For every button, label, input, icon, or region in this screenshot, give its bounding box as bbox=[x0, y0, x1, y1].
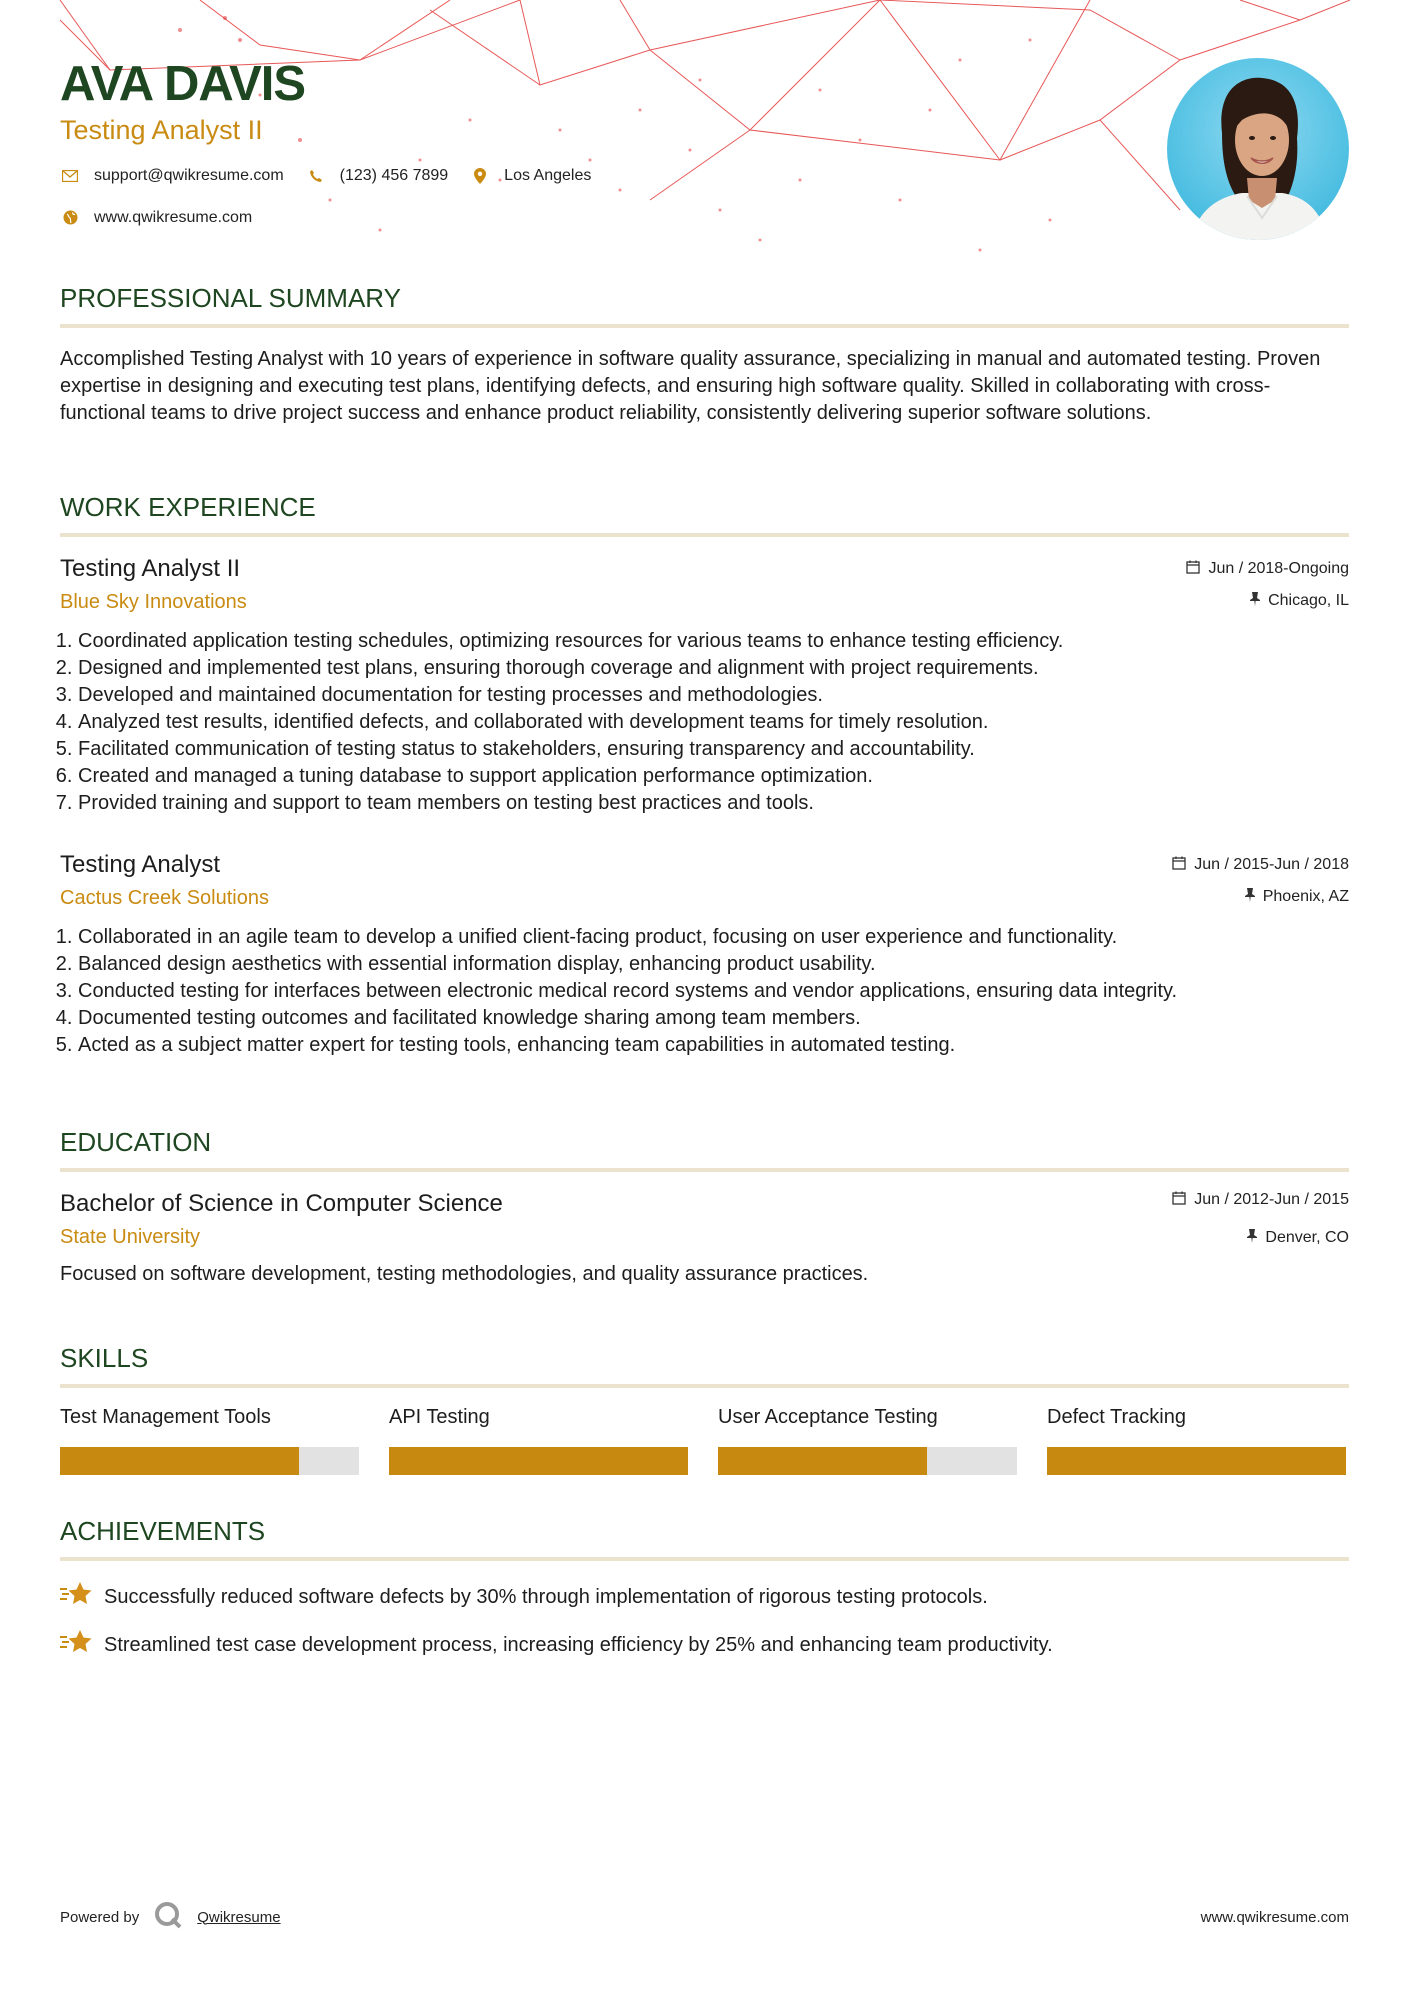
job-entry bbox=[60, 851, 1349, 1059]
skill-label: User Acceptance Testing bbox=[718, 1406, 938, 1429]
skill-item bbox=[718, 1406, 1017, 1475]
summary-text: Accomplished Testing Analyst with 10 years of experience in software quality assurance, specializing in manual and automated testing. Proven expertise in designing and executing test plans, identifying defects, and ensuring high software quality. Skilled in collaborating with cross-functional teams to drive project success and enhance product reliability, consistently delivering superior software solutions. bbox=[60, 348, 1321, 425]
skill-bar-fill bbox=[60, 1447, 299, 1475]
contact-list bbox=[60, 166, 680, 228]
qwikresume-logo-icon bbox=[153, 1900, 183, 1934]
skill-item bbox=[389, 1406, 688, 1475]
bullet-item: 6. Created and managed a tuning database to support application performance optimization. bbox=[78, 763, 1349, 790]
phone-icon bbox=[306, 166, 326, 186]
calendar-icon bbox=[1186, 560, 1200, 579]
education-entry bbox=[60, 1190, 1349, 1288]
education-heading: EDUCATION bbox=[60, 1127, 212, 1157]
job-dates: Jun / 2018-Ongoing bbox=[1208, 560, 1349, 578]
skills-heading: SKILLS bbox=[60, 1343, 149, 1373]
achievements-heading: ACHIEVEMENTS bbox=[60, 1516, 266, 1546]
skill-bar-fill bbox=[389, 1447, 688, 1475]
website-text: www.qwikresume.com bbox=[94, 208, 253, 226]
bullet-item: 3. Conducted testing for interfaces between electronic medical record systems and vendor applications, ensuring data integrity. bbox=[78, 978, 1349, 1005]
job-title: Testing Analyst II bbox=[60, 555, 241, 583]
bullet-item: 3. Developed and maintained documentation for testing processes and methodologies. bbox=[78, 682, 1349, 709]
contact-email[interactable] bbox=[60, 166, 284, 186]
resume-header bbox=[60, 55, 1160, 228]
skill-bar-fill bbox=[718, 1447, 927, 1475]
skills-list bbox=[60, 1406, 1349, 1475]
skill-bar bbox=[1047, 1447, 1346, 1475]
bullet-item: 1. Collaborated in an agile team to develop a unified client-facing product, focusing on user experience and functionality. bbox=[78, 924, 1349, 951]
job-entry bbox=[60, 555, 1349, 817]
summary-section bbox=[60, 283, 1349, 427]
star-icon bbox=[60, 1581, 92, 1613]
bullet-item: 5. Acted as a subject matter expert for testing tools, enhancing team capabilities in automated testing. bbox=[78, 1032, 1349, 1059]
skill-item bbox=[1047, 1406, 1346, 1475]
section-divider bbox=[60, 1384, 1349, 1388]
section-divider bbox=[60, 1168, 1349, 1172]
pushpin-icon bbox=[1250, 592, 1260, 611]
calendar-icon bbox=[1172, 1191, 1186, 1210]
pushpin-icon bbox=[1245, 888, 1255, 907]
education-section bbox=[60, 1127, 1349, 1288]
bullet-item: 7. Provided training and support to team members on testing best practices and tools. bbox=[78, 790, 1349, 817]
powered-by-label: Powered by bbox=[60, 1908, 140, 1926]
bullet-item: 2. Designed and implemented test plans, ensuring thorough coverage and alignment with project requirements. bbox=[78, 655, 1349, 682]
skills-section bbox=[60, 1343, 1349, 1475]
section-divider bbox=[60, 1557, 1349, 1561]
bullet-item: 4. Documented testing outcomes and facilitated knowledge sharing among team members. bbox=[78, 1005, 1349, 1032]
experience-heading: WORK EXPERIENCE bbox=[60, 492, 316, 522]
experience-section bbox=[60, 492, 1349, 1059]
job-location: Phoenix, AZ bbox=[1262, 888, 1349, 906]
job-meta bbox=[1186, 555, 1349, 611]
skill-bar bbox=[718, 1447, 1017, 1475]
education-description: Focused on software development, testing methodologies, and quality assurance practices. bbox=[60, 1263, 869, 1286]
job-location: Chicago, IL bbox=[1268, 592, 1349, 610]
skill-bar bbox=[60, 1447, 359, 1475]
education-dates: Jun / 2012-Jun / 2015 bbox=[1194, 1191, 1349, 1209]
summary-heading: PROFESSIONAL SUMMARY bbox=[60, 283, 401, 313]
achievement-text: Streamlined test case development process, increasing efficiency by 25% and enhancing team productivity. bbox=[104, 1633, 1053, 1656]
bullet-item: 4. Analyzed test results, identified defects, and collaborated with development teams for timely resolution. bbox=[78, 709, 1349, 736]
job-dates: Jun / 2015-Jun / 2018 bbox=[1194, 856, 1349, 874]
job-company: Cactus Creek Solutions bbox=[60, 887, 269, 910]
job-title: Testing Analyst bbox=[60, 851, 221, 879]
section-divider bbox=[60, 533, 1349, 537]
job-meta bbox=[1172, 851, 1349, 907]
achievement-item bbox=[60, 1581, 1349, 1613]
star-icon bbox=[60, 1629, 92, 1661]
page-footer bbox=[60, 1900, 1349, 1934]
bullet-item: 1. Coordinated application testing schedules, optimizing resources for various teams to enhance testing efficiency. bbox=[78, 628, 1349, 655]
school-name: State University bbox=[60, 1226, 201, 1249]
phone-text: (123) 456 7899 bbox=[339, 166, 449, 184]
section-divider bbox=[60, 324, 1349, 328]
globe-icon bbox=[60, 208, 80, 228]
calendar-icon bbox=[1172, 856, 1186, 875]
achievements-section bbox=[60, 1516, 1349, 1661]
skill-label: Defect Tracking bbox=[1047, 1406, 1186, 1429]
skill-bar bbox=[389, 1447, 688, 1475]
bullet-item: 2. Balanced design aesthetics with essential information display, enhancing product usability. bbox=[78, 951, 1349, 978]
job-bullets bbox=[60, 628, 1349, 817]
bullet-item: 5. Facilitated communication of testing status to stakeholders, ensuring transparency and accountability. bbox=[78, 736, 1349, 763]
brand-link[interactable]: Qwikresume bbox=[197, 1908, 281, 1926]
skill-bar-fill bbox=[1047, 1447, 1346, 1475]
job-bullets bbox=[60, 924, 1349, 1059]
achievement-text: Successfully reduced software defects by 30% through implementation of rigorous testing protocols. bbox=[104, 1585, 988, 1608]
degree-title: Bachelor of Science in Computer Science bbox=[60, 1190, 503, 1218]
profile-photo bbox=[1167, 58, 1349, 240]
skill-item bbox=[60, 1406, 359, 1475]
location-text: Los Angeles bbox=[504, 166, 592, 184]
skill-label: API Testing bbox=[389, 1406, 490, 1429]
email-text: support@qwikresume.com bbox=[94, 166, 284, 184]
contact-location bbox=[470, 166, 591, 186]
pushpin-icon bbox=[1247, 1229, 1257, 1248]
achievement-item bbox=[60, 1629, 1349, 1661]
contact-website[interactable] bbox=[60, 208, 252, 228]
map-pin-icon bbox=[470, 166, 490, 186]
education-meta bbox=[1172, 1190, 1349, 1248]
footer-website[interactable]: www.qwikresume.com bbox=[1200, 1908, 1349, 1926]
envelope-icon bbox=[60, 166, 80, 186]
contact-phone[interactable] bbox=[306, 166, 449, 186]
candidate-name: AVA DAVIS bbox=[60, 57, 306, 111]
skill-label: Test Management Tools bbox=[60, 1406, 271, 1429]
job-company: Blue Sky Innovations bbox=[60, 591, 247, 614]
candidate-title: Testing Analyst II bbox=[60, 114, 263, 145]
powered-by bbox=[60, 1900, 281, 1934]
education-location: Denver, CO bbox=[1265, 1229, 1349, 1247]
